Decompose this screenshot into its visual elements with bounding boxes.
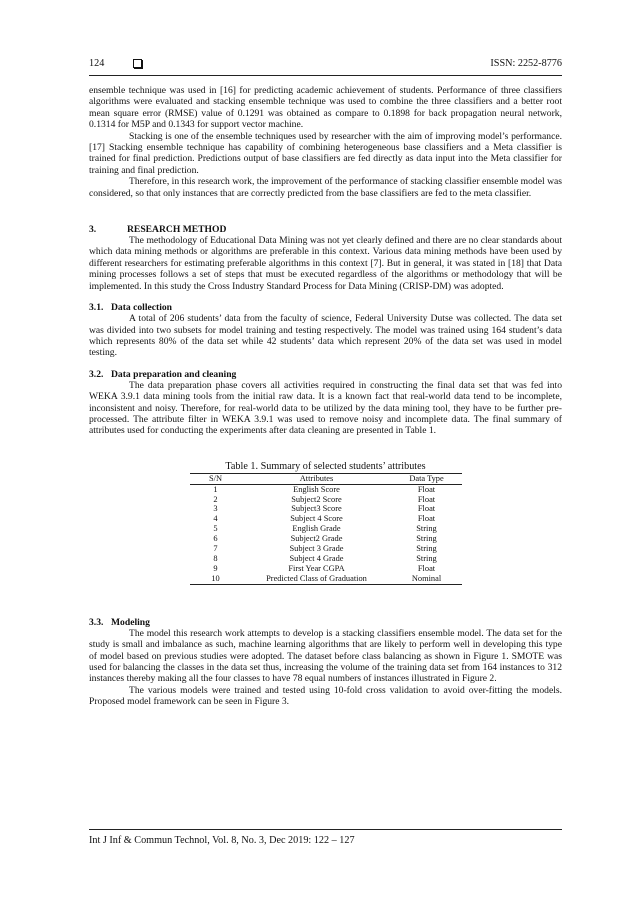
table-header-row — [190, 473, 462, 484]
table-header-attributes: Attributes — [242, 473, 392, 484]
table-row — [190, 574, 462, 584]
page-number: 124 — [89, 58, 105, 69]
cell-type: Float — [417, 504, 436, 514]
table-row — [190, 544, 462, 554]
table-header-data-type: Data Type — [392, 473, 462, 484]
square-icon — [133, 59, 142, 68]
paragraph-continuation: ensemble technique was used in [16] for predicting academic achievement of students. Performance of three classifiers algorithms were evaluated and stacking ensemble technique was used to combine the three classifiers and a better root mean square error (RMSE) value of 0.1291 was obtained as compare to 0.1898 for back propagation neural network, 0.1314 for M5P and 0.1343 for support vector machine. — [89, 85, 562, 131]
table-row — [190, 524, 462, 534]
section-3-3-title: Modeling — [111, 616, 150, 628]
header-rule — [89, 75, 562, 76]
cell-attribute: Subject 4 Grade — [289, 554, 344, 563]
cell-sn: 10 — [190, 574, 242, 584]
table-row — [190, 534, 462, 544]
section-3-2-title: Data preparation and cleaning — [111, 368, 237, 380]
section-3-3-text-2: The various models were trained and tested using 10-fold cross validation to avoid over-fitting the models. Proposed model framework can be seen in Figure 3. — [89, 684, 562, 708]
page-body — [89, 85, 562, 708]
cell-type: Float — [417, 563, 436, 573]
issn-label: ISSN: 2252-8776 — [490, 58, 562, 69]
cell-sn: 1 — [213, 484, 218, 494]
table-row — [190, 554, 462, 564]
cell-attribute: Subject2 Grade — [290, 534, 343, 544]
cell-attribute: First Year CGPA — [288, 563, 345, 573]
cell-sn: 2 — [213, 494, 218, 504]
section-3-title: RESEARCH METHOD — [127, 224, 227, 236]
paragraph-therefore: Therefore, in this research work, the improvement of the performance of stacking classifier ensemble model was considered, so that only instances that are correctly predicted from the base classifiers are fed to the meta classifier. — [89, 176, 562, 199]
paragraph-stacking: Stacking is one of the ensemble techniques used by researcher with the aim of improving model’s performance. [17] Stacking ensemble technique has capability of combining heterogeneous base classifiers and a Meta classifier is trained for final prediction. Predictions output of base classifiers are fed directly as data input into the Meta classifier for training and final prediction. — [89, 130, 562, 176]
table-1 — [89, 461, 562, 585]
cell-type: Float — [417, 484, 436, 494]
section-3-2-number: 3.2. — [89, 368, 104, 380]
cell-attribute: Subject2 Score — [291, 494, 342, 504]
section-3-heading — [89, 224, 562, 235]
cell-attribute: Predicted Class of Graduation — [242, 574, 392, 584]
cell-sn: 5 — [213, 524, 218, 534]
cell-attribute: Subject 3 Grade — [289, 544, 344, 554]
section-3-2-text: The data preparation phase covers all activities required in constructing the final data set that was fed into WEKA 3.9.1 data mining tools from the initial raw data. It is a known fact that real-world data tend to be incomplete, inconsistent and noisy. Therefore, for real-world data to be utilized by the data mining tool, they have to be further pre-processed. The attribute filter in WEKA 3.9.1 was used to remove noisy and incomplete data. The final summary of attributes used for conducting the experiments after data cleaning are presented in Table 1. — [89, 379, 562, 437]
cell-sn: 6 — [213, 534, 218, 544]
section-3-2-heading — [89, 369, 562, 380]
cell-attribute: Subject 4 Score — [290, 514, 343, 524]
page-header — [89, 58, 562, 74]
cell-attribute: English Grade — [292, 524, 341, 534]
cell-sn: 3 — [213, 504, 218, 514]
section-3-1-heading — [89, 302, 562, 313]
table-row — [190, 495, 462, 505]
cell-type: String — [416, 554, 437, 563]
table-caption: Table 1. Summary of selected students’ attributes — [225, 460, 426, 472]
cell-type: String — [416, 544, 437, 554]
table-row — [190, 504, 462, 514]
cell-sn: 9 — [213, 563, 218, 573]
cell-type: Nominal — [392, 574, 462, 584]
footer-citation: Int J Inf & Commun Technol, Vol. 8, No. 3, Dec 2019: 122 – 127 — [89, 835, 355, 846]
section-3-1-text: A total of 206 students’ data from the faculty of science, Federal University Dutse was collected. The data set was divided into two subsets for model training and testing respectively. The model was trained using 164 student’s data which represents 80% of the data set while 42 students’ data which represent 20% of the data set was used in model testing. — [89, 313, 562, 359]
footer-rule — [89, 829, 562, 830]
cell-sn: 8 — [213, 554, 218, 563]
table-row — [190, 514, 462, 524]
table-row — [190, 564, 462, 574]
cell-type: Float — [417, 514, 436, 524]
section-3-3-text-1: The model this research work attempts to develop is a stacking classifiers ensemble model. The data set for the study is small and imbalance as such, machine learning algorithms that are likely to perform well in developing this type of model based on previous studies were adopted. The dataset before class balancing as shown in Figure 1. SMOTE was used for balancing the classes in the data set thus, increasing the volume of the training data set from 164 instances to 312 instances thereby making all the four classes to have 78 equal numbers of instances illustrated in Figure 2. — [89, 627, 562, 685]
cell-type: Float — [417, 494, 436, 504]
section-3-text: The methodology of Educational Data Mining was not yet clearly defined and there are no clear standards about which data mining methods or algorithms are preferable in this context. Various data mining methods have been used by different researchers for estimating preferable algorithms in this context [7]. But in general, it was stated in [18] that Data mining processes follows a set of steps that must be executed regardless of the algorithms or methodology that will be implemented. In this study the Cross Industry Standard Process for Data Mining (CRISP-DM) was adopted. — [89, 235, 562, 292]
cell-attribute: English Score — [293, 484, 340, 494]
section-3-number: 3. — [89, 224, 97, 236]
table-row — [190, 484, 462, 494]
section-3-1-number: 3.1. — [89, 302, 104, 314]
table-header-sn: S/N — [190, 473, 242, 484]
cell-sn: 4 — [213, 514, 218, 524]
section-3-3-number: 3.3. — [89, 616, 104, 628]
section-3-1-title: Data collection — [111, 302, 173, 314]
cell-type: String — [416, 524, 437, 534]
cell-type: String — [416, 534, 437, 544]
section-3-3-heading — [89, 617, 562, 628]
cell-attribute: Subject3 Score — [291, 504, 342, 514]
attributes-table — [190, 473, 462, 585]
cell-sn: 7 — [213, 544, 218, 554]
